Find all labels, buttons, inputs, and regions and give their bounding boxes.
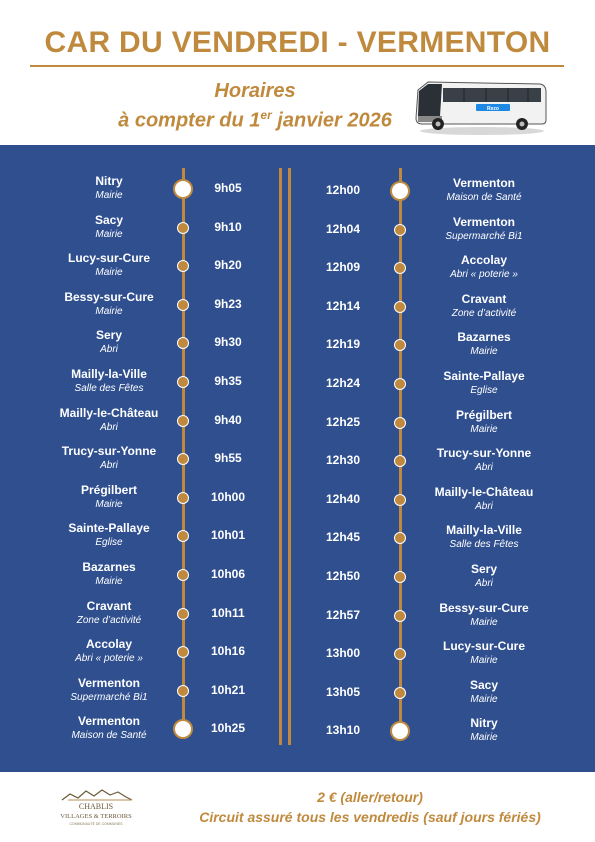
stop-location: Mairie	[470, 693, 498, 705]
divider-line-left	[279, 168, 282, 745]
stop-name: Nitry	[470, 716, 498, 731]
stop-name: Mailly-le-Château	[434, 484, 534, 499]
stop-label	[409, 639, 559, 668]
stop-label	[34, 521, 184, 550]
departure-time: 9h55	[214, 451, 242, 466]
stop-location: Salle des Fêtes	[449, 539, 519, 551]
stop-name: Cravant	[86, 598, 132, 613]
stop-name: Lucy-sur-Cure	[442, 639, 525, 654]
departure-time: 9h40	[214, 412, 242, 427]
departure-time: 12h50	[325, 569, 361, 583]
stop-location: Mairie	[95, 498, 123, 510]
stop-location: Maison de Santé	[71, 730, 147, 742]
stop-location: Maison de Santé	[446, 192, 522, 203]
stop-location: Abri	[475, 578, 493, 589]
logo-line-3: COMMUNAUTÉ DE COMMUNES	[69, 822, 123, 826]
stop-location: Mairie	[470, 655, 498, 667]
stop-label	[34, 367, 184, 396]
stop-location: Salle des Fêtes	[74, 383, 144, 394]
departure-time: 13h05	[325, 684, 361, 699]
departure-time: 10h01	[210, 528, 246, 543]
departure-time: 10h06	[210, 567, 246, 581]
stop-name: Vermenton	[77, 675, 140, 690]
stop-label	[34, 290, 184, 319]
departure-time: 10h00	[210, 489, 246, 504]
stop-label	[409, 562, 559, 591]
stop-label	[34, 328, 184, 357]
stop-label	[409, 369, 559, 398]
stop-marker	[177, 492, 189, 504]
stop-label	[409, 678, 559, 707]
stop-label	[34, 483, 184, 512]
stop-location: Abri	[475, 500, 493, 512]
stop-marker	[177, 337, 189, 349]
stop-marker	[394, 648, 406, 660]
stop-label	[34, 637, 184, 666]
stop-location: Mairie	[470, 732, 498, 744]
page-title: CAR DU VENDREDI - VERMENTON	[44, 26, 551, 59]
stop-name: Accolay	[460, 253, 508, 268]
stop-label	[409, 292, 559, 321]
stop-location: Abri	[100, 460, 118, 472]
departure-time: 9h35	[214, 374, 242, 388]
stop-marker	[177, 569, 189, 581]
stop-label	[34, 714, 184, 743]
stop-location: Mairie	[95, 267, 123, 279]
stop-location: Supermarché Bi1	[445, 230, 523, 242]
stop-marker	[394, 417, 406, 429]
stop-label	[409, 716, 559, 745]
departure-time: 10h25	[210, 721, 246, 736]
stop-label	[34, 174, 184, 203]
stop-marker	[177, 376, 189, 388]
stop-label	[34, 676, 184, 705]
stop-label	[34, 406, 184, 435]
stop-marker	[394, 610, 406, 622]
stop-marker	[394, 301, 406, 313]
stop-label	[409, 215, 559, 244]
stop-name: Vermenton	[452, 214, 515, 229]
stop-name: Sainte-Pallaye	[443, 369, 525, 383]
stop-location: Abri « poterie »	[450, 269, 518, 281]
departure-time: 12h40	[325, 491, 361, 506]
stop-label	[34, 599, 184, 628]
stop-name: Trucy-sur-Yonne	[436, 446, 532, 461]
stop-name: Sery	[470, 562, 498, 576]
stop-name: Cravant	[461, 291, 507, 306]
stop-marker	[177, 453, 189, 465]
title-underline	[30, 65, 564, 67]
stop-label	[409, 601, 559, 630]
stop-label	[409, 176, 559, 205]
stop-name: Lucy-sur-Cure	[67, 251, 150, 266]
stop-marker	[394, 378, 406, 390]
stop-location: Abri	[100, 421, 118, 433]
stop-location: Mairie	[95, 190, 123, 201]
departure-time: 10h11	[211, 605, 245, 620]
terminus-stop-marker	[390, 721, 410, 741]
stop-name: Bessy-sur-Cure	[439, 600, 529, 615]
departure-time: 10h16	[210, 644, 246, 659]
stop-name: Bessy-sur-Cure	[64, 289, 154, 304]
stop-name: Vermenton	[77, 714, 140, 729]
stop-label	[409, 408, 559, 437]
stop-location: Mairie	[470, 346, 498, 358]
departure-time: 12h04	[325, 221, 361, 236]
stop-location: Eglise	[470, 385, 498, 396]
stop-name: Bazarnes	[457, 330, 511, 345]
stop-location: Zone d’activité	[76, 614, 142, 626]
stop-location: Mairie	[95, 228, 123, 240]
service-note: Circuit assuré tous les vendredis (sauf jours fériés)	[199, 809, 541, 825]
stop-marker	[177, 685, 189, 697]
departure-time: 12h19	[325, 337, 361, 352]
subtitle-date: à compter du 1er janvier 2026	[118, 108, 392, 132]
stop-marker	[177, 222, 189, 234]
price-text: 2 € (aller/retour)	[317, 789, 423, 805]
stop-label	[409, 446, 559, 475]
stop-location: Mairie	[95, 305, 123, 317]
stop-label	[409, 253, 559, 282]
stop-name: Prégilbert	[80, 482, 137, 497]
divider-line-right	[288, 168, 291, 745]
stop-marker	[177, 415, 189, 427]
stop-name: Accolay	[85, 637, 133, 652]
stop-marker	[177, 646, 189, 658]
stop-marker	[394, 571, 406, 583]
stop-label	[34, 560, 184, 589]
departure-time: 12h25	[325, 414, 361, 429]
stop-label	[34, 213, 184, 242]
stop-marker	[177, 608, 189, 620]
stop-name: Sery	[95, 328, 123, 343]
stop-label	[34, 251, 184, 280]
stop-location: Mairie	[470, 423, 498, 435]
departure-time: 12h45	[325, 530, 361, 545]
departure-time: 13h00	[325, 646, 361, 661]
stop-marker	[394, 224, 406, 236]
stop-location: Eglise	[95, 537, 123, 549]
departure-time: 12h24	[325, 376, 361, 390]
stop-marker	[394, 262, 406, 274]
logo-line-1: CHABLIS	[78, 802, 114, 811]
stop-location: Mairie	[470, 616, 498, 628]
stop-marker	[394, 532, 406, 544]
terminus-stop-marker	[173, 719, 193, 739]
stop-marker	[177, 530, 189, 542]
stop-location: Abri	[475, 462, 493, 474]
departure-time: 12h00	[325, 183, 361, 197]
stop-name: Bazarnes	[82, 560, 136, 574]
departure-time: 9h23	[214, 296, 242, 311]
stop-location: Mairie	[95, 576, 123, 587]
stop-name: Mailly-la-Ville	[71, 367, 147, 381]
stop-location: Supermarché Bi1	[70, 691, 148, 703]
terminus-stop-marker	[173, 179, 193, 199]
stop-location: Abri	[100, 344, 118, 356]
stop-label	[409, 330, 559, 359]
stop-name: Sacy	[94, 212, 124, 227]
stop-marker	[177, 299, 189, 311]
stop-marker	[394, 494, 406, 506]
departure-time: 12h30	[325, 453, 361, 468]
stop-name: Trucy-sur-Yonne	[61, 444, 157, 459]
departure-time: 9h05	[214, 181, 242, 195]
stop-name: Prégilbert	[455, 407, 512, 422]
stop-marker	[394, 339, 406, 351]
bus-livery-text: Rezo	[487, 106, 499, 112]
departure-time: 12h09	[325, 260, 361, 275]
coach-bus-icon	[412, 76, 548, 136]
departure-time: 9h30	[214, 335, 242, 350]
stop-name: Mailly-la-Ville	[446, 523, 522, 538]
stop-label	[409, 523, 559, 552]
stop-location: Zone d’activité	[451, 307, 517, 319]
stop-name: Sainte-Pallaye	[68, 521, 150, 536]
stop-marker	[177, 260, 189, 272]
stop-name: Mailly-le-Château	[59, 405, 159, 420]
stop-name: Vermenton	[452, 176, 515, 190]
departure-time: 9h10	[214, 219, 242, 234]
timetable-panel	[0, 145, 595, 772]
departure-time: 13h10	[325, 723, 361, 738]
stop-name: Sacy	[469, 677, 499, 692]
departure-time: 9h20	[214, 258, 242, 273]
stop-marker	[394, 455, 406, 467]
stop-name: Nitry	[95, 174, 123, 188]
terminus-stop-marker	[390, 181, 410, 201]
departure-time: 10h21	[210, 682, 246, 697]
logo-line-2: VILLAGES & TERROIRS	[60, 813, 132, 820]
subtitle-horaires: Horaires	[214, 80, 296, 102]
community-logo	[48, 782, 144, 834]
stop-location: Abri « poterie »	[75, 653, 143, 665]
stop-marker	[394, 687, 406, 699]
departure-time: 12h14	[325, 298, 361, 313]
departure-time: 12h57	[325, 607, 361, 622]
stop-label	[409, 485, 559, 514]
stop-label	[34, 444, 184, 473]
